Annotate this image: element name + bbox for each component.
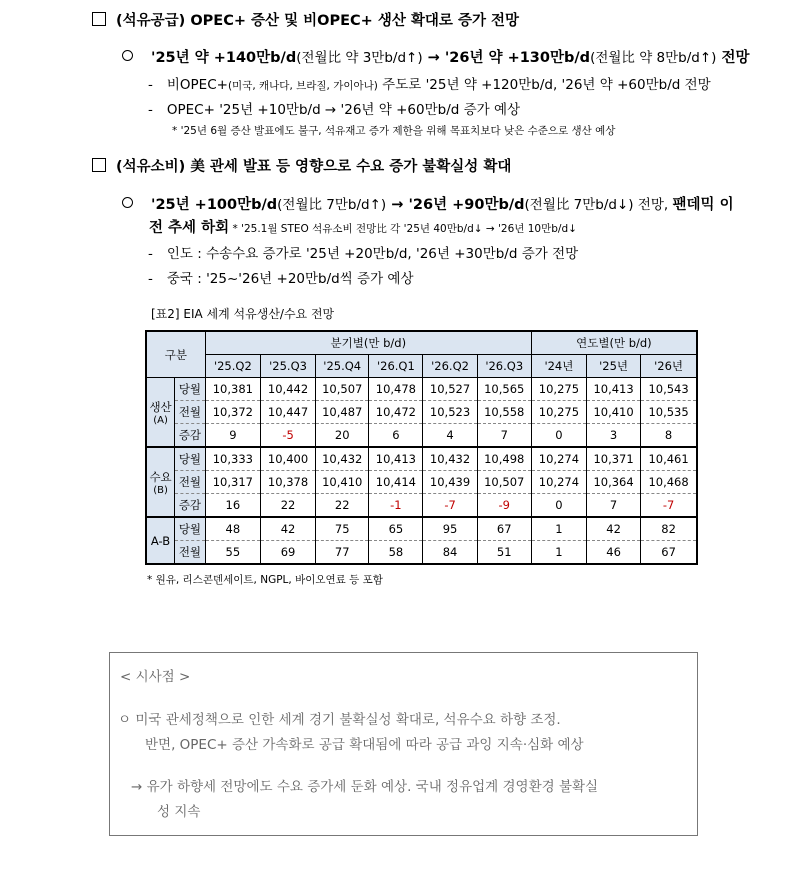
table-cell: 10,507: [316, 378, 369, 401]
column-header: '26.Q3: [477, 355, 531, 378]
table-cell: 10,432: [423, 447, 477, 471]
table-cell: 10,410: [316, 471, 369, 494]
row-group-name: 수요: [149, 469, 172, 484]
header-quarterly: 분기별(만 b/d): [205, 331, 531, 355]
s2-b1-part2: (전월比 7만b/d↑): [277, 197, 387, 213]
section2-sub1: - 인도 : 수송수요 증가로 '25년 +20만b/d, '26년 +30만b/d 증가 전망: [148, 246, 579, 262]
header-columns-row: [146, 355, 697, 378]
table-cell: 10,410: [587, 401, 641, 424]
table-cell: 7: [477, 424, 531, 448]
row-label: 당월: [175, 447, 206, 471]
table-cell: 0: [531, 424, 586, 448]
table-cell: 10,442: [260, 378, 315, 401]
table-cell: 69: [260, 541, 315, 565]
table-cell: 42: [587, 517, 641, 541]
table-cell: 10,565: [477, 378, 531, 401]
table-cell: 10,275: [531, 378, 586, 401]
table-cell: 67: [641, 541, 697, 565]
table-cell: 10,333: [205, 447, 260, 471]
table-cell: -7: [423, 494, 477, 518]
header-yearly: 연도별(만 b/d): [531, 331, 697, 355]
column-header: '25.Q3: [260, 355, 315, 378]
table-cell: 67: [477, 517, 531, 541]
table-cell: 10,527: [423, 378, 477, 401]
table-cell: 10,364: [587, 471, 641, 494]
table-row: [146, 494, 697, 518]
table-cell: 22: [316, 494, 369, 518]
implications-p1-line1: ㅇ 미국 관세정책으로 인한 세계 경기 불확실성 확대로, 석유수요 하향 조정.: [118, 712, 561, 728]
table-cell: 95: [423, 517, 477, 541]
table-cell: 10,378: [260, 471, 315, 494]
table-cell: 0: [531, 494, 586, 518]
table-cell: 84: [423, 541, 477, 565]
row-label: 전월: [175, 541, 206, 565]
table-row: [146, 541, 697, 565]
column-header: '24년: [531, 355, 586, 378]
row-group-label: [146, 447, 175, 517]
s1-b1-part3: '26년 약 +130만b/d: [444, 50, 591, 66]
s1-sub1-small: (미국, 캐나다, 브라질, 가이아나): [227, 80, 378, 92]
section1-sub2: - OPEC+ '25년 +10만b/d → '26년 약 +60만b/d 증가 예상: [148, 102, 521, 118]
s2-b1-part6: 팬데믹 이: [672, 197, 734, 213]
table-cell: 10,274: [531, 471, 586, 494]
row-label: 증감: [175, 494, 206, 518]
table-cell: 10,413: [587, 378, 641, 401]
row-group-name: 생산: [149, 399, 172, 414]
section1-title: (석유공급) OPEC+ 증산 및 비OPEC+ 생산 확대로 증가 전망: [116, 13, 520, 29]
table-row: [146, 517, 697, 541]
table-cell: 48: [205, 517, 260, 541]
table-cell: 58: [369, 541, 423, 565]
column-header: '25.Q4: [316, 355, 369, 378]
s2-b1-part3: '26년 +90만b/d: [408, 197, 525, 213]
row-label: 당월: [175, 378, 206, 401]
row-group-sub: (A): [153, 414, 168, 426]
table-cell: 3: [587, 424, 641, 448]
table-cell: 10,507: [477, 471, 531, 494]
section1-heading: [92, 9, 519, 30]
table-cell: 10,558: [477, 401, 531, 424]
table-cell: 10,414: [369, 471, 423, 494]
table-corner: 구분: [146, 331, 205, 378]
table-cell: 10,461: [641, 447, 697, 471]
table-cell: 22: [260, 494, 315, 518]
s2-b1-line2-note: * '25.1월 STEO 석유소비 전망比 각 '25년 40만b/d↓ → '26년 10만b/d↓: [229, 223, 577, 235]
table-cell: -9: [477, 494, 531, 518]
table-caption: [표2] EIA 세계 석유생산/수요 전망: [151, 307, 335, 321]
table-cell: 1: [531, 517, 586, 541]
table-cell: 10,275: [531, 401, 586, 424]
table-cell: 55: [205, 541, 260, 565]
table-cell: -7: [641, 494, 697, 518]
table-cell: -5: [260, 424, 315, 448]
table-cell: 10,381: [205, 378, 260, 401]
table-cell: 10,439: [423, 471, 477, 494]
table-cell: 77: [316, 541, 369, 565]
table-cell: 46: [587, 541, 641, 565]
bullet-circle-icon: [122, 50, 133, 61]
table-row: [146, 447, 697, 471]
table-cell: 10,400: [260, 447, 315, 471]
column-header: '26.Q2: [423, 355, 477, 378]
table-cell: 10,371: [587, 447, 641, 471]
implications-p2-line2: 성 지속: [157, 804, 201, 820]
section1-sub1: - 비OPEC+(미국, 캐나다, 브라질, 가이아나) 주도로 '25년 약 +120만b/d, '26년 약 +60만b/d 전망: [148, 77, 711, 93]
s2-sub2-text: 중국 : '25~'26년 +20만b/d씩 증가 예상: [166, 271, 414, 287]
table-cell: 10,372: [205, 401, 260, 424]
s2-b1-part1: '25년 +100만b/d: [151, 197, 278, 213]
section2-bullet1: [122, 193, 734, 214]
bullet-circle-icon: [122, 197, 133, 208]
table-cell: 10,413: [369, 447, 423, 471]
table-cell: 10,432: [316, 447, 369, 471]
section2-title: (석유소비) 美 관세 발표 등 영향으로 수요 증가 불확실성 확대: [116, 159, 512, 175]
s2-b1-line2-bold: 전 추세 하회: [149, 220, 230, 236]
table-cell: 10,478: [369, 378, 423, 401]
table-cell: 10,472: [369, 401, 423, 424]
table-cell: 8: [641, 424, 697, 448]
table-cell: 10,317: [205, 471, 260, 494]
table-cell: 10,468: [641, 471, 697, 494]
s1-sub1-rest: 주도로 '25년 약 +120만b/d, '26년 약 +60만b/d 전망: [377, 77, 711, 93]
table-cell: 65: [369, 517, 423, 541]
s1-b1-part2: (전월比 약 3만b/d↑): [296, 50, 423, 66]
s2-b1-arrow: →: [386, 197, 409, 213]
section2-heading: [92, 155, 511, 176]
s1-sub2-text: OPEC+ '25년 +10만b/d → '26년 약 +60만b/d 증가 예상: [166, 102, 521, 118]
s1-b1-arrow: →: [422, 50, 445, 66]
section2-bullet1-line2: [149, 216, 577, 237]
table-cell: 10,498: [477, 447, 531, 471]
s2-b1-part5: 전망,: [633, 197, 673, 213]
s2-b1-part4: (전월比 7만b/d↓): [524, 197, 634, 213]
s1-b1-part4: (전월比 약 8만b/d↑): [590, 50, 717, 66]
row-group-sub: (B): [153, 484, 168, 496]
implications-p2-line1: → 유가 하향세 전망에도 수요 증가세 둔화 예상. 국내 정유업계 경영환경 불확실: [131, 779, 599, 795]
table-cell: 10,274: [531, 447, 586, 471]
table-cell: 6: [369, 424, 423, 448]
eia-table: [145, 330, 698, 565]
table-cell: 16: [205, 494, 260, 518]
table-cell: 20: [316, 424, 369, 448]
table-cell: 10,535: [641, 401, 697, 424]
row-group-label: [146, 517, 175, 564]
table-cell: -1: [369, 494, 423, 518]
column-header: '26.Q1: [369, 355, 423, 378]
implications-p1-line2: 반면, OPEC+ 증산 가속화로 공급 확대됨에 따라 공급 과잉 지속·심화 예상: [145, 737, 584, 753]
row-group-name: A-B: [150, 533, 171, 548]
table-row: [146, 424, 697, 448]
table-cell: 10,447: [260, 401, 315, 424]
section1-bullet1: [122, 46, 750, 67]
table-cell: 9: [205, 424, 260, 448]
table-row: [146, 401, 697, 424]
checkbox-square-icon: [92, 158, 106, 172]
table-cell: 51: [477, 541, 531, 565]
table-cell: 10,543: [641, 378, 697, 401]
section2-sub2: - 중국 : '25~'26년 +20만b/d씩 증가 예상: [148, 271, 414, 287]
checkbox-square-icon: [92, 12, 106, 26]
table-cell: 10,487: [316, 401, 369, 424]
s1-sub1-prefix: 비OPEC+: [166, 77, 228, 93]
s2-sub1-text: 인도 : 수송수요 증가로 '25년 +20만b/d, '26년 +30만b/d 증가 전망: [166, 246, 579, 262]
table-cell: 7: [587, 494, 641, 518]
row-label: 전월: [175, 471, 206, 494]
table-footnote: * 원유, 리스콘덴세이트, NGPL, 바이오연료 등 포함: [147, 574, 383, 586]
column-header: '25.Q2: [205, 355, 260, 378]
row-label: 당월: [175, 517, 206, 541]
table-cell: 1: [531, 541, 586, 565]
table-cell: 75: [316, 517, 369, 541]
row-label: 증감: [175, 424, 206, 448]
column-header: '25년: [587, 355, 641, 378]
table-cell: 42: [260, 517, 315, 541]
implications-title: < 시사점 >: [120, 669, 191, 685]
section1-note: * '25년 6월 증산 발표에도 불구, 석유재고 증가 제한을 위해 목표치보다 낮은 수준으로 생산 예상: [172, 125, 616, 137]
table-cell: 4: [423, 424, 477, 448]
table-cell: 82: [641, 517, 697, 541]
row-group-label: [146, 378, 175, 448]
table-row: [146, 471, 697, 494]
s1-b1-part1: '25년 약 +140만b/d: [151, 50, 297, 66]
s1-b1-part5: 전망: [716, 50, 750, 66]
column-header: '26년: [641, 355, 697, 378]
table-cell: 10,523: [423, 401, 477, 424]
table-row: [146, 378, 697, 401]
row-label: 전월: [175, 401, 206, 424]
